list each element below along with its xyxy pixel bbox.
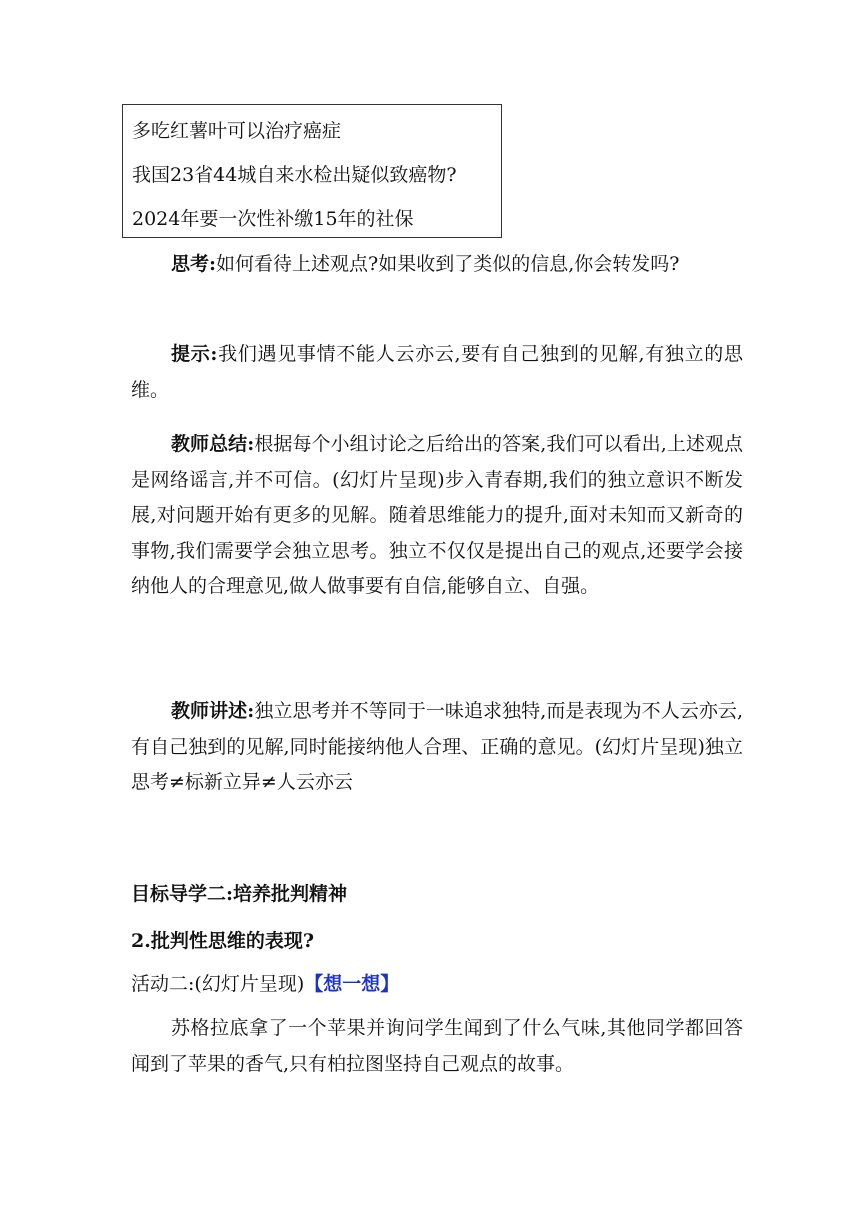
think-label: 思考:: [171, 253, 217, 275]
summary-paragraph: [131, 427, 743, 605]
rumor-line-2: 我国23省44城自来水检出疑似致癌物?: [132, 164, 457, 186]
hint-label: 提示:: [171, 343, 218, 365]
lecture-text: 独立思考并不等同于一味追求独特,而是表现为不人云亦云,有自己独到的见解,同时能接纳他人合理、正确的意见。(幻灯片呈现)独立思考≠标新立异≠人云亦云: [131, 700, 743, 794]
hint-paragraph: [131, 337, 743, 408]
story-paragraph: 苏格拉底拿了一个苹果并询问学生闻到了什么气味,其他同学都回答闻到了苹果的香气,只有柏拉图坚持自己观点的故事。: [131, 1017, 743, 1075]
summary-text: 根据每个小组讨论之后给出的答案,我们可以看出,上述观点是网络谣言,并不可信。(幻灯片呈现)步入青春期,我们的独立意识不断发展,对问题开始有更多的见解。随着思维能力的提升,面对未知而又新奇的事物,我们需要学会独立思考。独立不仅仅是提出自己的观点,还要学会接纳他人的合理意见,做人做事要有自信,能够自立、自强。: [131, 433, 743, 598]
think-text: 如何看待上述观点?如果收到了类似的信息,你会转发吗?: [216, 253, 680, 275]
lecture-paragraph: [131, 694, 743, 801]
section-heading: 目标导学二:培养批判精神: [131, 883, 348, 905]
summary-label: 教师总结:: [171, 433, 255, 455]
rumor-line-3: 2024年要一次性补缴15年的社保: [132, 208, 414, 230]
question-heading: 2.批判性思维的表现?: [131, 930, 314, 952]
activity-prefix: 活动二:(幻灯片呈现): [131, 973, 305, 995]
activity-line: [131, 972, 399, 996]
think-paragraph: [131, 247, 743, 283]
rumor-line-1: 多吃红薯叶可以治疗癌症: [132, 120, 342, 142]
lecture-label: 教师讲述:: [171, 700, 255, 722]
activity-tag: 【想一想】: [304, 973, 400, 995]
hint-text: 我们遇见事情不能人云亦云,要有自己独到的见解,有独立的思维。: [131, 343, 744, 401]
rumor-box: [122, 104, 502, 238]
